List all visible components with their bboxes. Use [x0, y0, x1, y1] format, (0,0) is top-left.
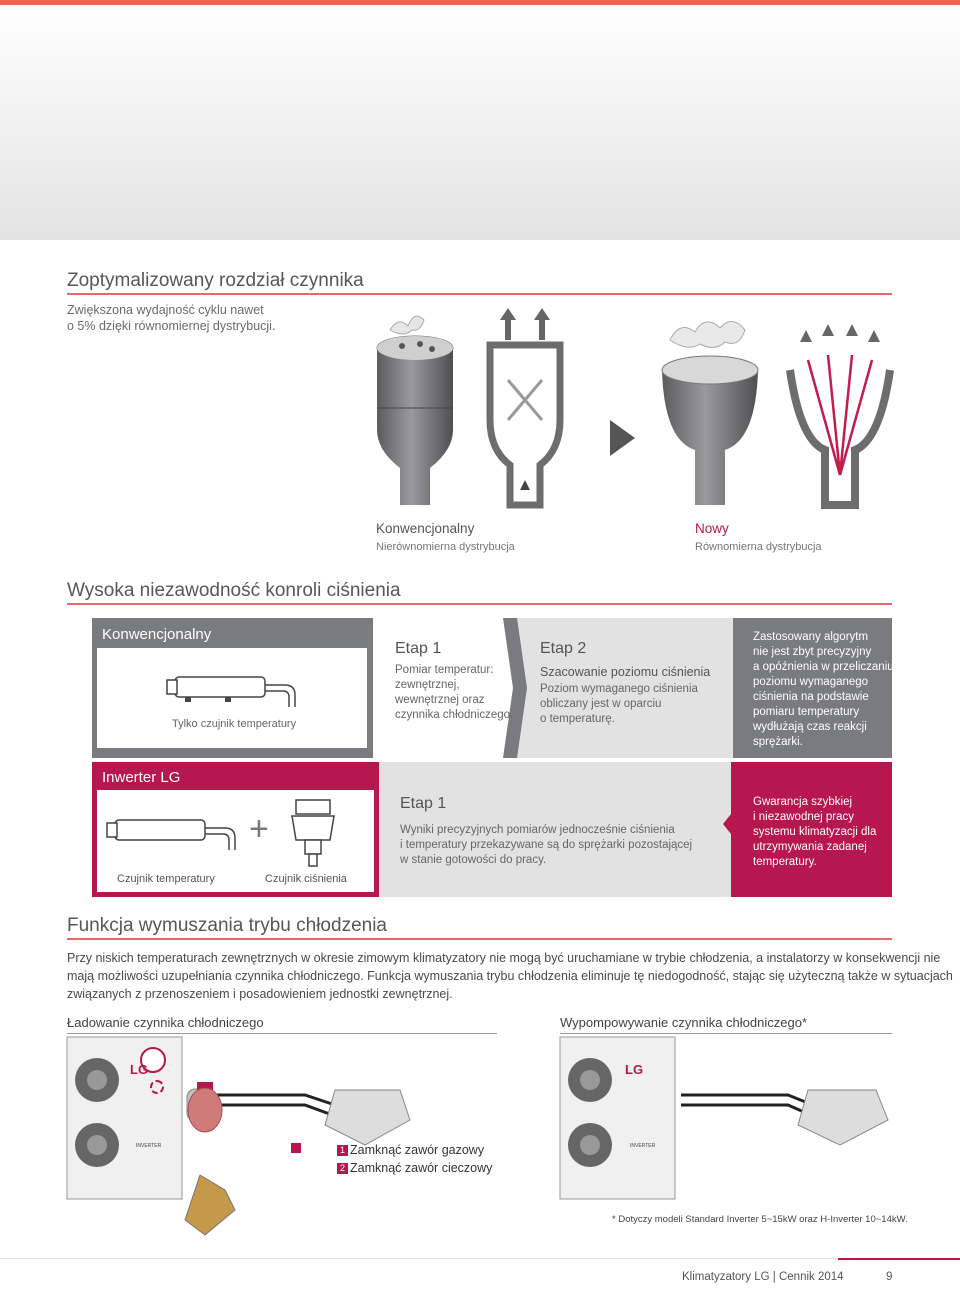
- new-caption-title: Nowy: [695, 521, 729, 536]
- pumpdown-illustration: [558, 1035, 898, 1210]
- conventional-step2-title: Etap 2: [540, 640, 587, 657]
- section-divider: [67, 603, 892, 605]
- lg-logo: LG: [130, 1062, 149, 1077]
- valve1-text: Zamknąć zawór gazowy: [350, 1143, 485, 1157]
- inverter-step1-title: Etap 1: [400, 795, 447, 812]
- service-port-marker: [150, 1080, 164, 1094]
- section-divider: [67, 293, 892, 295]
- arrow-right-icon: [610, 420, 635, 456]
- header-gradient: [0, 5, 960, 240]
- new-distributor-icon: [662, 321, 758, 505]
- inverter-step1-text: Wyniki precyzyjnych pomiarów jednocześnie ciśnienia i temperatury przekazywane są do sprężarki pozostającej w stanie gotowości do pracy.: [400, 824, 693, 866]
- section-subtitle: Zwiększona wydajność cyklu nawet o 5% dzięki równomiernej dystrybucji.: [67, 303, 276, 333]
- pumpdown-title: Wypompowywanie czynnika chłodniczego*: [560, 1015, 808, 1030]
- valve1-number: 1: [337, 1145, 348, 1156]
- forced-cooling-description: Przy niskich temperaturach zewnętrznych w okresie zimowym klimatyzatory nie mogą być uruchamiane w trybie chłodzenia, a instalatorzy w konsekwencji nie mają możliwości uzupełniania czynnika chłodniczego. Funkcja wymuszania trybu chłodzenia eliminuje tę niedogodność, stając się użyteczną także w sytuacjach związanych z przenoszeniem i posadowieniem jednostki zewnętrznej.: [67, 951, 953, 1001]
- pumpdown-divider: [560, 1033, 892, 1034]
- footer-divider: [0, 1258, 960, 1259]
- pressure-sensor-caption: Czujnik ciśnienia: [265, 873, 347, 885]
- inverter-label: Inwerter LG: [102, 769, 181, 786]
- conventional-note: Zastosowany algorytm nie jest zbyt precyzyjny a opóźnienia w przeliczaniu poziomu wymaganego ciśnienia na podstawie pomiaru temperatury wydłużają czas reakcji sprężarki.: [753, 631, 894, 748]
- new-cross-section-icon: [790, 324, 890, 505]
- conventional-step2-text: Poziom wymaganego ciśnienia obliczany jest w oparciu o temperaturę.: [540, 683, 698, 725]
- temperature-sensor-icon: [165, 665, 305, 715]
- section-divider: [67, 938, 892, 940]
- conventional-cross-section-icon: [490, 308, 560, 505]
- conventional-caption-subtitle: Nierównomierna dystrybucja: [376, 541, 515, 553]
- lg-logo: LG: [625, 1062, 644, 1077]
- inverter-mark: INVERTER: [136, 1143, 162, 1149]
- conventional-step1-title: Etap 1: [395, 640, 442, 657]
- conventional-caption-title: Konwencjonalny: [376, 521, 475, 536]
- footnote: * Dotyczy modeli Standard Inverter 5~15kW oraz H-Inverter 10~14kW.: [612, 1214, 908, 1225]
- inverter-mark: INVERTER: [630, 1143, 656, 1149]
- valve2-text: Zamknąć zawór cieczowy: [350, 1161, 493, 1175]
- pressure-sensor-icon: [288, 798, 338, 870]
- section-title-distribution: Zoptymalizowany rozdział czynnika: [67, 270, 364, 291]
- charging-title: Ładowanie czynnika chłodniczego: [67, 1015, 264, 1030]
- distribution-illustration: [360, 300, 900, 520]
- temperature-sensor-icon: [105, 808, 245, 858]
- conventional-sensor-caption: Tylko czujnik temperatury: [172, 718, 297, 730]
- section-title-forced-cooling: Funkcja wymuszania trybu chłodzenia: [67, 915, 387, 936]
- footer-accent: [838, 1258, 960, 1260]
- temp-sensor-caption: Czujnik temperatury: [117, 873, 215, 885]
- page-number: 9: [886, 1271, 893, 1283]
- charging-divider: [67, 1033, 497, 1034]
- conventional-step1-text: Pomiar temperatur: zewnętrznej, wewnętrznej oraz czynnika chłodniczego.: [395, 664, 514, 721]
- conventional-label: Konwencjonalny: [102, 626, 212, 643]
- new-caption-subtitle: Równomierna dystrybucja: [695, 541, 822, 553]
- section-title-pressure: Wysoka niezawodność konroli ciśnienia: [67, 580, 401, 601]
- conventional-distributor-icon: [377, 316, 453, 505]
- inverter-note: Gwarancja szybkiej i niezawodnej pracy systemu klimatyzacji dla utrzymywania zadanej temperatury.: [753, 796, 877, 868]
- valve2-number: 2: [337, 1163, 348, 1174]
- refrigerant-cylinder-icon: [185, 1080, 225, 1135]
- conventional-step2-heading: Szacowanie poziomu ciśnienia: [540, 665, 711, 679]
- plus-icon: +: [249, 810, 269, 848]
- footer-text: Klimatyzatory LG | Cennik 2014: [682, 1271, 844, 1283]
